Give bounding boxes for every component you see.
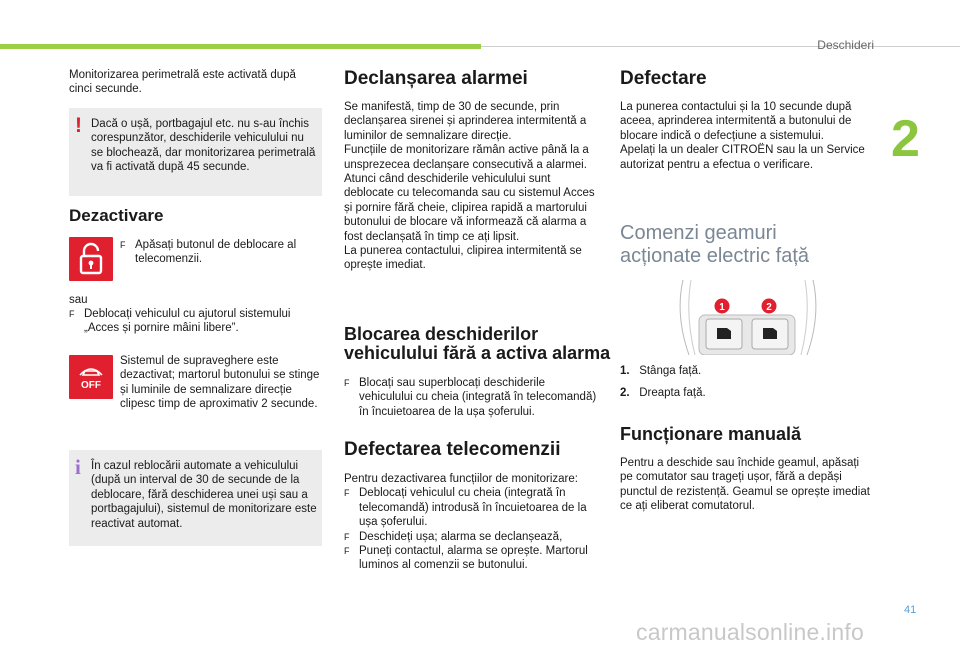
blocare-heading-line1: Blocarea deschiderilor <box>344 324 539 344</box>
watermark: carmanualsonline.info <box>636 619 864 645</box>
defectare-telecomenzii-intro: Pentru dezactivarea funcțiilor de monitorizare: <box>344 473 578 485</box>
bullet-marker: F <box>344 488 350 499</box>
section-title: Deschideri <box>817 38 874 52</box>
warning-text: Dacă o ușă, portbagajul etc. nu s-au închis corespunzător, deschiderile vehiculului nu se blochează, dar monitorizarea perimetrală va fi activată după 45 secunde. <box>91 118 316 174</box>
geamuri-heading-line2: acționate electric față <box>620 245 809 267</box>
dezactivare-heading: Dezactivare <box>69 206 164 225</box>
step2-item <box>69 307 319 336</box>
intro-text: Monitorizarea perimetrală este activată după cinci secunde. <box>69 69 296 96</box>
geamuri-heading-line1: Comenzi geamuri <box>620 222 777 244</box>
bullet-marker: F <box>69 309 75 319</box>
list-item-text: Deschideți ușa; alarma se declanșează, <box>359 530 563 543</box>
step2-text: Deblocați vehiculul cu ajutorul sistemului „Acces și pornire mâini libere”. <box>84 308 291 335</box>
off-label: OFF <box>81 380 101 391</box>
legend-number: 1. <box>620 365 630 377</box>
blocare-heading-line2: vehiculului fără a activa alarma <box>344 343 611 363</box>
info-icon: i <box>75 455 81 479</box>
info-text: În cazul reblocării automate a vehiculului (după un interval de 30 de secunde de la deblocare, fără deschiderea unei uși sau a portbagajului), sistemul de monitorizare este reactivat automat. <box>91 460 317 530</box>
bullet-marker: F <box>344 378 350 388</box>
legend-label: Dreapta față. <box>639 387 706 399</box>
bullet-marker: F <box>120 240 126 250</box>
manual-heading: Funcționare manuală <box>620 424 802 444</box>
warning-box <box>69 108 322 196</box>
legend-label: Stânga față. <box>639 365 702 377</box>
page-number: 41 <box>904 604 917 616</box>
chapter-number: 2 <box>891 110 920 168</box>
header-rule <box>481 46 960 47</box>
defectare-telecomenzii-heading: Defectarea telecomenzii <box>344 439 561 460</box>
defectare-telecomenzii-block <box>344 472 600 573</box>
header-accent-bar <box>0 44 481 49</box>
sau-text: sau <box>69 294 88 306</box>
list-item <box>344 544 600 573</box>
alarm-off-icon <box>69 355 113 399</box>
bullet-marker: F <box>344 546 350 557</box>
step1-item <box>120 238 320 267</box>
declansare-heading: Declanșarea alarmei <box>344 68 528 89</box>
blocare-text: Blocați sau superblocați deschiderile vehiculului cu cheia (integrată în telecomandă) în încuietoarea de la ușa șoferului. <box>359 377 597 418</box>
list-item <box>344 486 600 529</box>
unlock-button-icon <box>69 237 113 281</box>
badge-1-label: 1 <box>719 302 725 313</box>
blocare-item <box>344 376 599 419</box>
manual-text: Pentru a deschide sau închide geamul, apăsați pe comutator sau trageți ușor, fără a depăși punctul de rezistență. Geamul se oprește imediat ce ați eliberat comutatorul. <box>620 457 870 513</box>
warning-icon: ! <box>75 114 82 137</box>
defectare-text: La punerea contactului și la 10 secunde după aceea, aprinderea intermitentă a butonului de blocare indică o defecțiune a sistemului. Apelați la un dealer CITROËN sau la un Service autorizat pentru a efectua o verificare. <box>620 101 865 171</box>
legend-item <box>620 364 701 378</box>
list-item-text: Deblocați vehiculul cu cheia (integrată în telecomandă) introdusă în încuietoarea de la ușa șoferului. <box>359 487 587 529</box>
declansare-text: Se manifestă, timp de 30 de secunde, prin declanșarea sirenei și aprinderea intermitentă a luminilor de semnalizare direcție. Funcțiile de monitorizare rămân active până la a unsprezecea declanșare consecutivă a alarmei. Atunci când deschiderile vehiculului sunt deblocate cu telecomanda sau cu sistemul Acces și pornire fără cheie, clipirea rapidă a martorului butonului de blocare vă informează că alarma a fost declanșată în timp ce ați lipsit. La punerea contactului, clipirea intermitentă se oprește imediat. <box>344 101 595 272</box>
list-item-text: Puneți contactul, alarma se oprește. Martorul luminos al comenzii se butonului. <box>359 545 588 572</box>
list-item <box>344 530 600 544</box>
step1-text: Apăsați butonul de deblocare al telecomenzii. <box>135 239 297 266</box>
off-description: Sistemul de supraveghere este dezactivat; martorul butonului se stinge și luminile de semnalizare direcție clipesc timp de aproximativ 2 secunde. <box>120 355 320 411</box>
defectare-heading: Defectare <box>620 68 707 89</box>
bullet-marker: F <box>344 531 350 542</box>
info-box <box>69 450 322 546</box>
legend-number: 2. <box>620 387 630 399</box>
window-switches-illustration <box>673 275 823 355</box>
legend-item <box>620 386 706 400</box>
badge-2-label: 2 <box>766 302 772 313</box>
